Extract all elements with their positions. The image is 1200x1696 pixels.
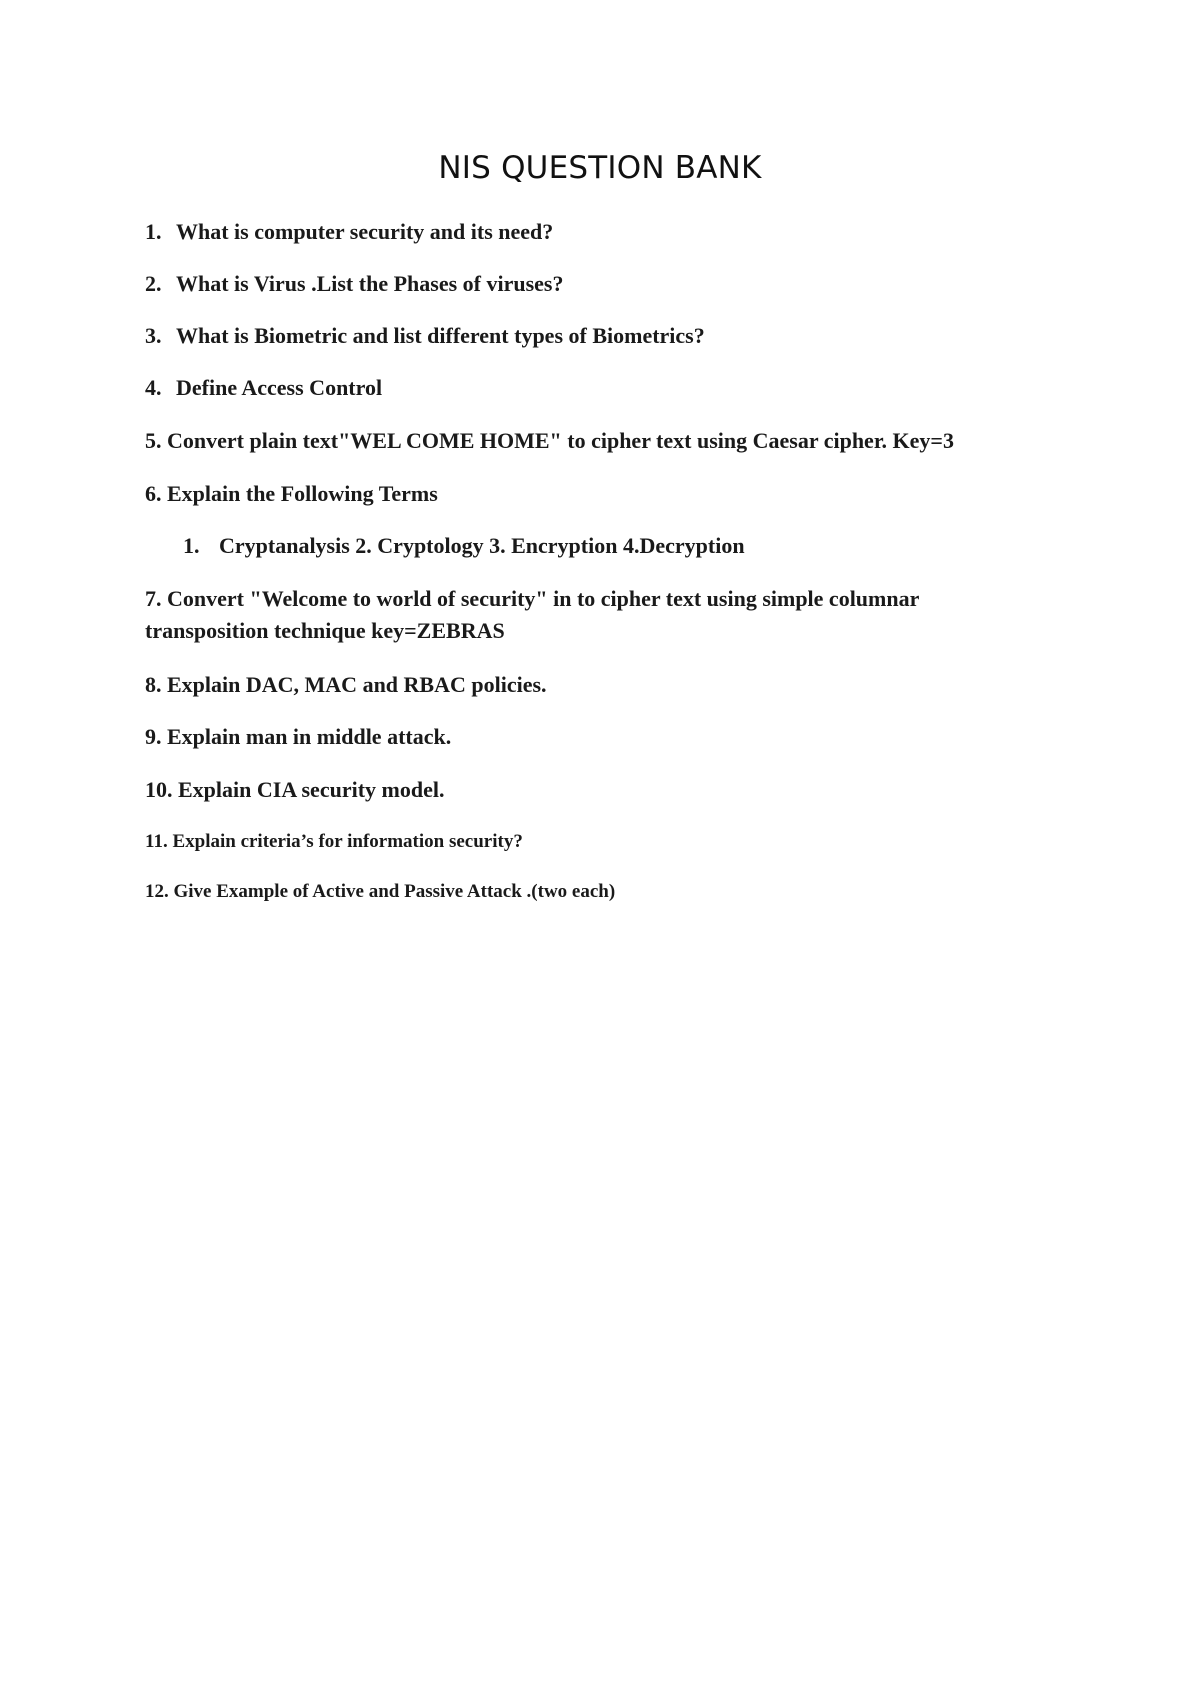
question-number: 11. [145, 831, 168, 852]
question-10 [145, 774, 444, 806]
question-number: 10. [145, 777, 173, 802]
question-3 [145, 320, 705, 352]
question-number: 8. [145, 672, 162, 697]
question-text: Convert plain text"WEL COME HOME" to cipher text using Caesar cipher. Key=3 [167, 428, 954, 453]
question-7 [145, 583, 1025, 647]
question-number: 4. [145, 375, 162, 400]
question-number: 6. [145, 481, 162, 506]
question-number: 7. [145, 586, 162, 611]
question-text: What is Biometric and list different types of Biometrics? [176, 323, 705, 348]
question-text: Explain man in middle attack. [167, 724, 452, 749]
question-text: Define Access Control [176, 375, 383, 400]
question-text: Convert "Welcome to world of security" in to cipher text using simple columnar transposition technique key=ZEBRAS [145, 586, 919, 643]
question-text: Give Example of Active and Passive Attack .(two each) [173, 881, 616, 902]
question-text: Explain criteria’s for information security? [172, 831, 523, 852]
question-text: What is Virus .List the Phases of viruses? [176, 271, 564, 296]
question-number: 12. [145, 881, 169, 902]
question-1 [145, 216, 553, 248]
question-5 [145, 425, 954, 457]
subitem-text: Cryptanalysis 2. Cryptology 3. Encryption 4.Decryption [219, 533, 745, 558]
question-number: 5. [145, 428, 162, 453]
question-number: 3. [145, 323, 162, 348]
question-text: Explain CIA security model. [178, 777, 445, 802]
question-number: 2. [145, 271, 162, 296]
question-8 [145, 669, 547, 701]
question-text: Explain DAC, MAC and RBAC policies. [167, 672, 547, 697]
question-6 [145, 478, 438, 510]
subitem-number: 1. [183, 533, 200, 558]
question-4 [145, 372, 382, 404]
question-6-subitem [183, 530, 745, 562]
question-text: Explain the Following Terms [167, 481, 438, 506]
page-title: NIS QUESTION BANK [438, 150, 762, 186]
question-11 [145, 826, 523, 858]
question-9 [145, 721, 451, 753]
question-number: 1. [145, 219, 162, 244]
question-12 [145, 876, 615, 908]
question-2 [145, 268, 563, 300]
question-text: What is computer security and its need? [176, 219, 554, 244]
question-number: 9. [145, 724, 162, 749]
